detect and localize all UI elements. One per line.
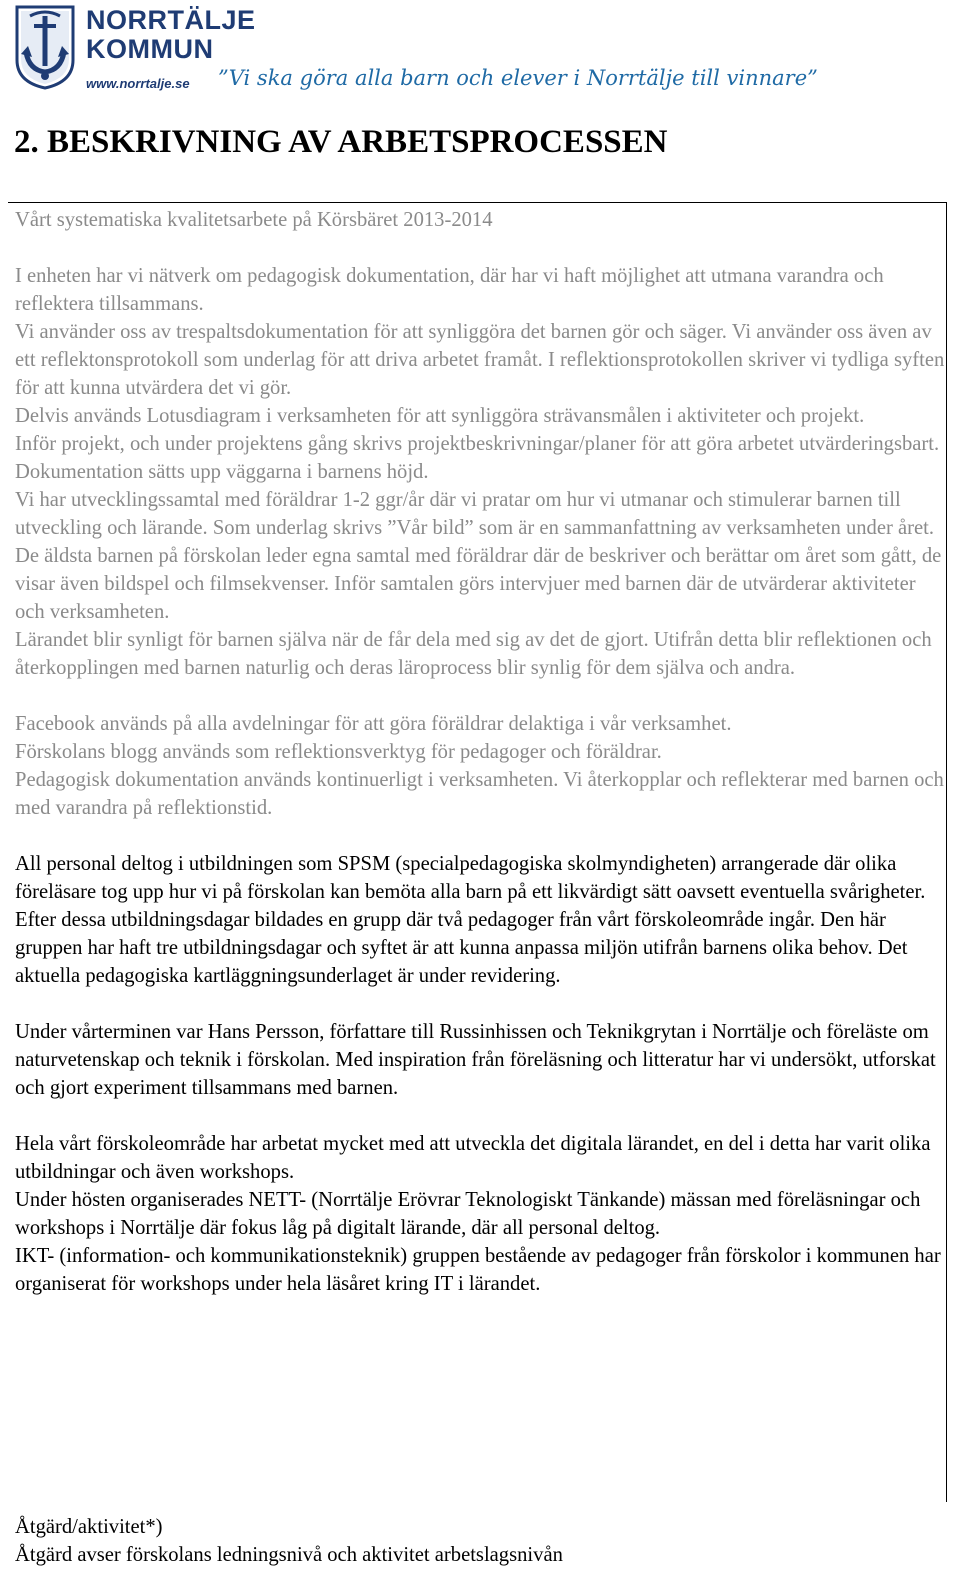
- paragraph-documentation: Vi använder oss av trespaltsdokumentation för att synliggöra det barnen gör och säger. Vi använder oss även av ett reflektonsprotokoll som underlag för att driva arbetet framåt. I reflektionsprotokollen skriver vi tydliga syften för att kunna utvärdera det vi gör.: [15, 321, 945, 399]
- paragraph-facebook: Facebook används på alla avdelningar för att göra föräldrar delaktiga i vår verksamhet.: [15, 713, 732, 735]
- page-header: [0, 0, 960, 110]
- anchor-shield-icon: [14, 4, 76, 90]
- logo-line2: KOMMUN: [86, 34, 214, 64]
- paragraph-walls: Dokumentation sätts upp väggarna i barnens höjd.: [15, 461, 429, 483]
- paragraph-group: Efter dessa utbildningsdagar bildades en grupp där två pedagoger från vårt förskoleområde ingår. Den här gruppen har haft tre utbildningsdagar och syftet är att kunna anpassa miljön utifrån barnens olika behov. Det aktuella pedagogiska kartläggningsunderlaget är under revidering.: [15, 909, 908, 987]
- paragraph-projects: Inför projekt, och under projektens gång skrivs projektbeskrivningar/planer för att göra arbetet utvärderingsbart.: [15, 433, 940, 455]
- paragraph-lotus: Delvis används Lotusdiagram i verksamheten för att synliggöra strävansmålen i aktiviteter och projekt.: [15, 405, 865, 427]
- paragraph-ikt: IKT- (information- och kommunikationsteknik) gruppen bestående av pedagoger från förskolor i kommunen har organiserat för workshops under hela läsåret kring IT i lärandet.: [15, 1245, 941, 1295]
- logo-line1: NORRTÄLJE: [86, 5, 256, 35]
- paragraph-spring-term: Under vårterminen var Hans Persson, författare till Russinhissen och Teknikgrytan i Norrtälje och föreläste om naturvetenskap och teknik i förskolan. Med inspiration från föreläsning och litteratur har vi undersökt, utforskat och gjort experiment tillsammans med barnen.: [15, 1021, 936, 1099]
- spacer: [15, 234, 945, 262]
- spacer: [15, 990, 945, 1018]
- paragraph-blog: Förskolans blogg används som reflektionsverktyg för pedagoger och föräldrar.: [15, 741, 662, 763]
- paragraph-learning: Lärandet blir synligt för barnen själva när de får dela med sig av det de gjort. Utifrån detta blir reflektionen och återkopplingen med barnen naturlig och deras läroprocess blir synlig för dem själva och andra.: [15, 629, 932, 679]
- logo-wordmark: [86, 6, 256, 64]
- paragraph-pedagogic-doc: Pedagogisk dokumentation används kontinuerligt i verksamheten. Vi återkopplar och reflekterar med barnen och med varandra på reflektionstid.: [15, 769, 944, 819]
- footer-line1: Åtgärd/aktivitet*): [15, 1516, 163, 1538]
- page-title: 2. BESKRIVNING AV ARBETSPROCESSEN: [14, 124, 668, 160]
- paragraph-talks: Vi har utvecklingssamtal med föräldrar 1-2 ggr/år där vi pratar om hur vi utmanar och stimulerar barnen till utveckling och lärande. Som underlag skrivs ”Vår bild” som är en sammanfattning av verksamheten under året.: [15, 489, 934, 539]
- paragraph-digital: Hela vårt förskoleområde har arbetat mycket med att utveckla det digitala lärandet, en del i detta har varit olika utbildningar och även workshops.: [15, 1133, 931, 1183]
- content-box: [15, 206, 945, 1298]
- box-heading: Vårt systematiska kvalitetsarbete på Körsbäret 2013-2014: [15, 209, 493, 231]
- spacer: [15, 822, 945, 850]
- paragraph-eldest-children: De äldsta barnen på förskolan leder egna samtal med föräldrar där de beskriver och berättar om året som gått, de visar även bildspel och filmsekvenser. Inför samtalen görs intervjuer med barnen där de utvärderar aktiviteter och verksamheten.: [15, 545, 942, 623]
- footer-line2: Åtgärd avser förskolans ledningsnivå och aktivitet arbetslagsnivån: [15, 1544, 563, 1566]
- spacer: [15, 1102, 945, 1130]
- spacer: [15, 682, 945, 710]
- footer-notes: [15, 1513, 945, 1569]
- logo-url[interactable]: www.norrtalje.se: [86, 76, 190, 91]
- paragraph-nett: Under hösten organiserades NETT- (Norrtälje Erövrar Teknologiskt Tänkande) mässan med föreläsningar och workshops i Norrtälje där fokus låg på digitalt lärande, där all personal deltog.: [15, 1189, 921, 1239]
- paragraph-network: I enheten har vi nätverk om pedagogisk dokumentation, där har vi haft möjlighet att utmana varandra och reflektera tillsammans.: [15, 265, 884, 315]
- motto: ”Vi ska göra alla barn och elever i Norrtälje till vinnare”: [218, 66, 818, 90]
- paragraph-spsm: All personal deltog i utbildningen som SPSM (specialpedagogiska skolmyndigheten) arrangerade där olika föreläsare tog upp hur vi på förskolan kan bemöta alla barn på ett likvärdigt sätt oavsett eventuella svårigheter.: [15, 853, 926, 903]
